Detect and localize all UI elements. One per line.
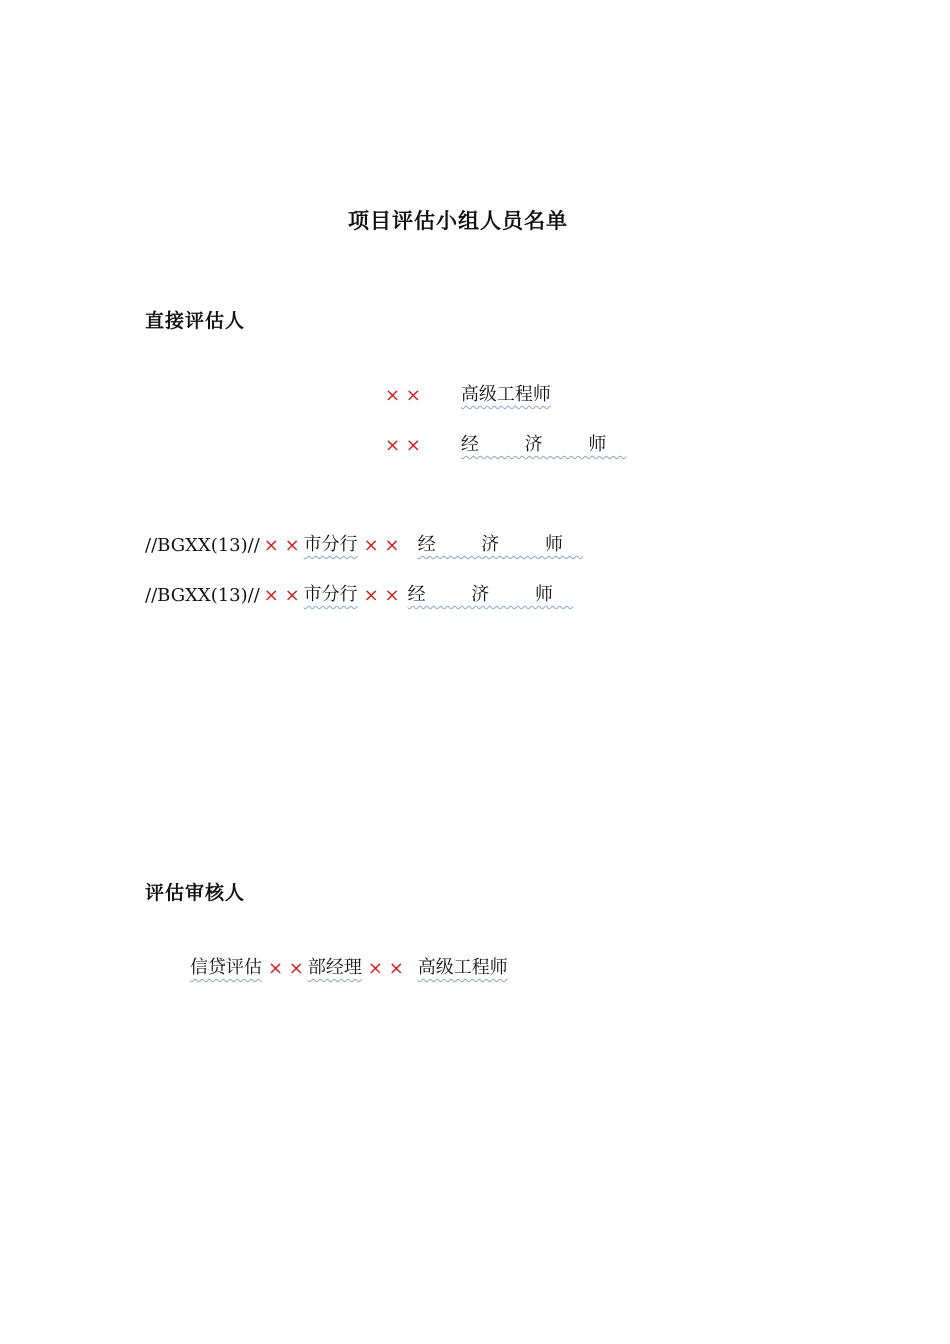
job-title: 经 济 师 [417,534,584,555]
name-placeholder: × × [385,385,421,406]
direct-evaluator-heading: 直接评估人 [145,310,246,332]
job-title: 经 济 师 [460,434,627,455]
org-name: 市分行 [303,584,358,605]
job-title: 经 济 师 [407,584,574,605]
direct-evaluator-row-2 [385,430,627,456]
dept-prefix: 信贷评估 [190,957,262,978]
org-name: 市分行 [303,534,358,555]
page-title: 项目评估小组人员名单 [348,209,568,233]
org-placeholder: × × [263,535,300,556]
document-code: //BGXX(13)// [145,585,260,606]
job-title: 高级工程师 [417,957,508,978]
name-placeholder: × × [385,435,421,456]
dept-placeholder: × × [268,958,304,979]
name-placeholder: × × [363,585,400,606]
dept-suffix: 部经理 [307,957,362,978]
direct-evaluator-row-1 [385,380,551,406]
org-placeholder: × × [263,585,300,606]
review-heading: 评估审核人 [145,882,246,904]
reviewer-row [190,953,508,979]
branch-evaluator-row-2 [145,580,574,606]
job-title: 高级工程师 [460,384,551,405]
document-code: //BGXX(13)// [145,535,260,556]
name-placeholder: × × [367,958,404,979]
name-placeholder: × × [363,535,400,556]
branch-evaluator-row-1 [145,530,584,556]
